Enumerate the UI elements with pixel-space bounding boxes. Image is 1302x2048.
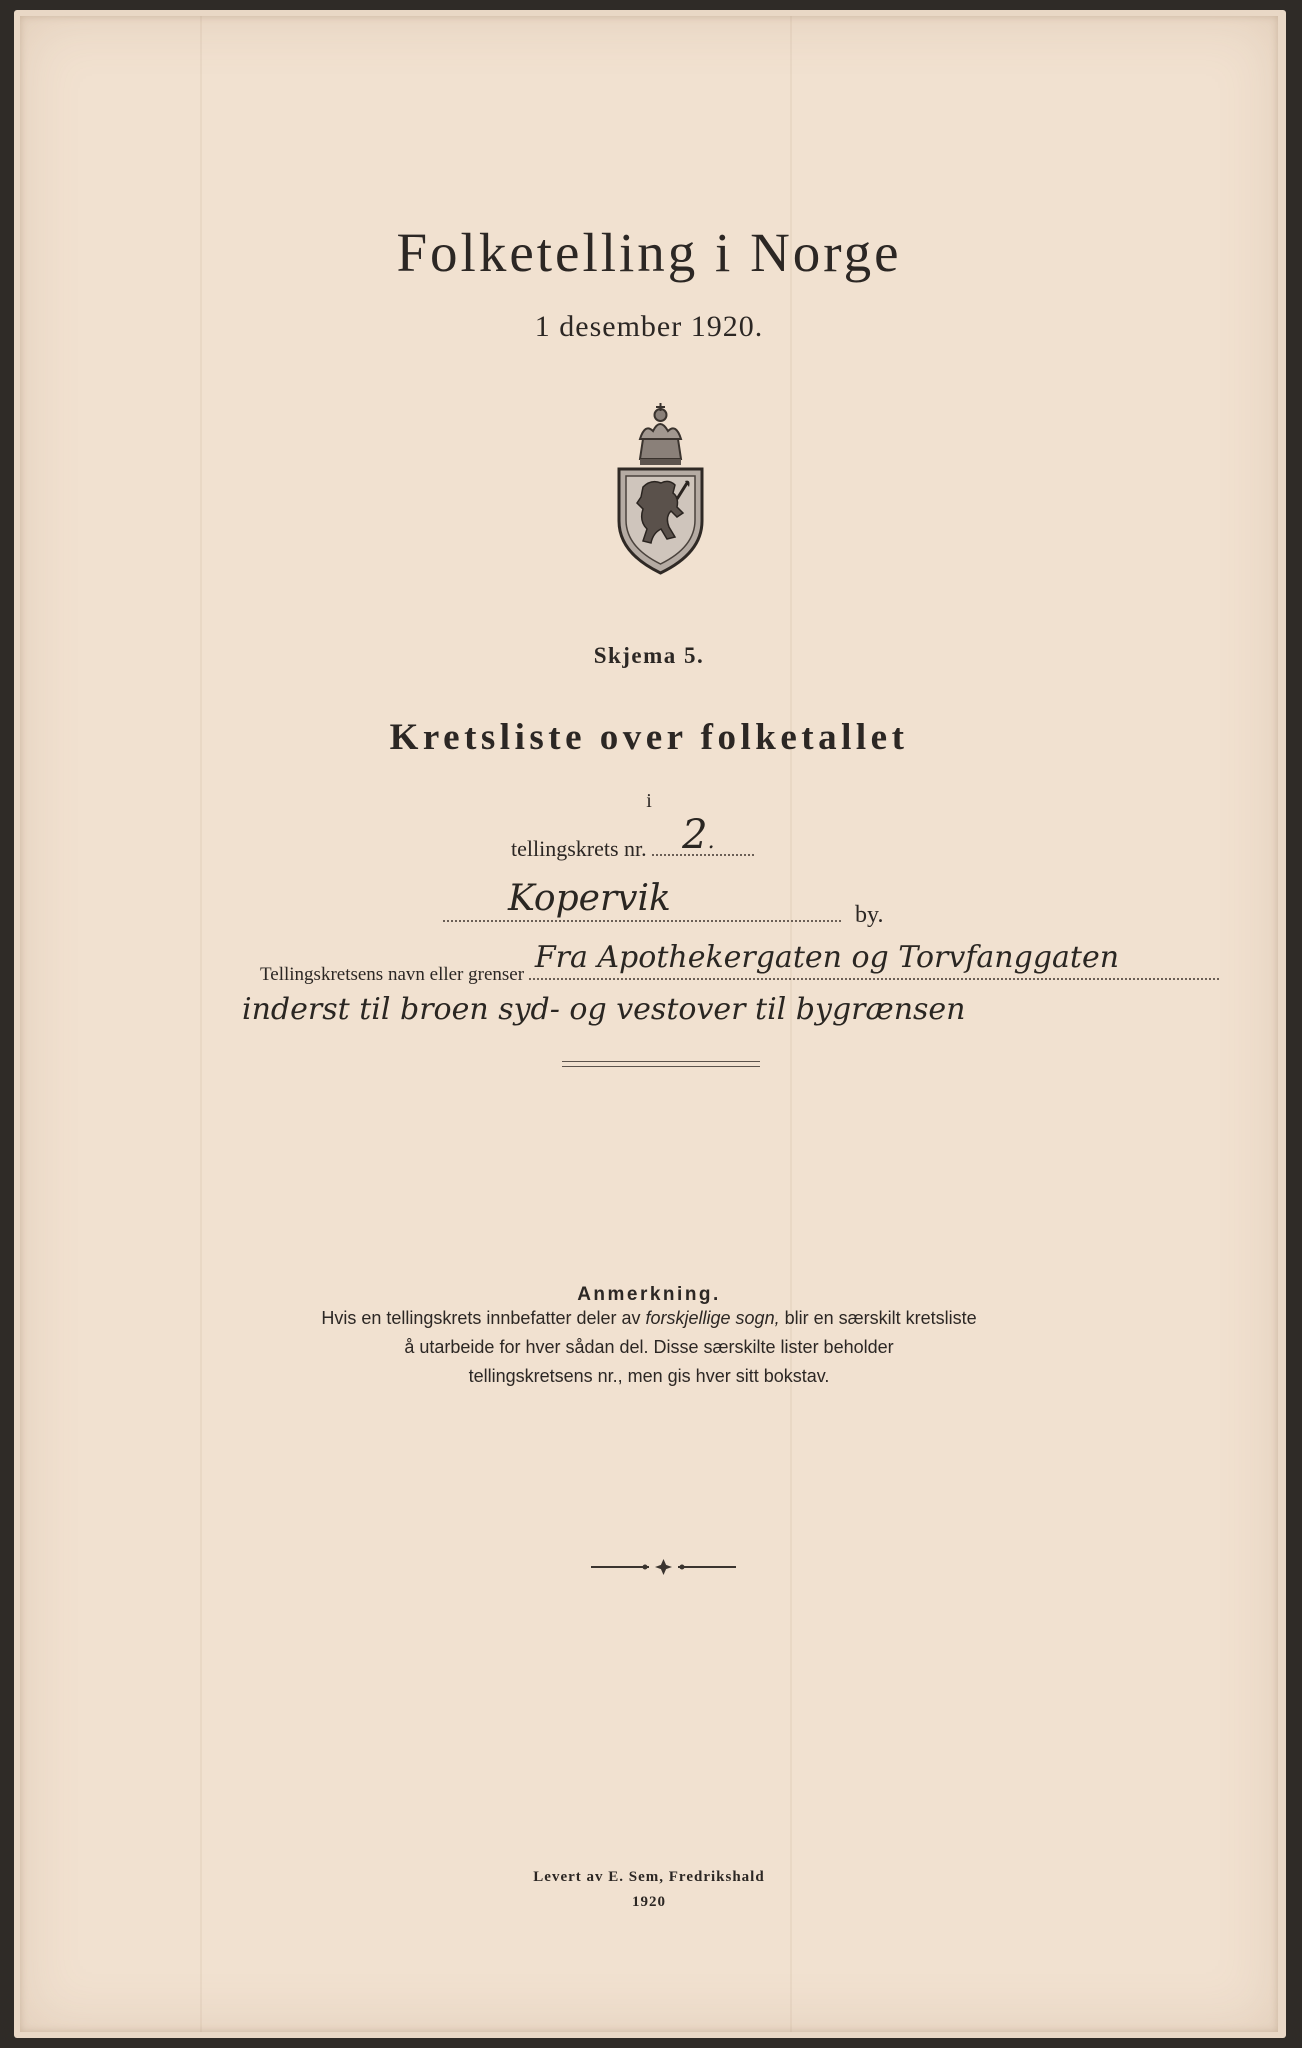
boundaries-row (260, 940, 1219, 986)
census-form-page (20, 16, 1278, 2032)
norwegian-coat-of-arms-icon (613, 403, 708, 575)
krets-number-value: 2. (682, 812, 715, 858)
krets-number-row (511, 812, 754, 862)
boundaries-label: Tellingskretsens navn eller grenser (260, 964, 525, 985)
census-date: 1 desember 1920. (534, 310, 764, 343)
divider-rule (562, 1066, 760, 1067)
schema-label: Skjema 5. (593, 643, 705, 668)
boundaries-line-1: Fra Apothekergaten og Torvfanggaten (534, 940, 1120, 975)
printer-credit: Levert av E. Sem, Fredrikshald (533, 1869, 765, 1885)
page-title: Folketelling i Norge (396, 222, 902, 283)
connector-word: i (646, 790, 652, 812)
form-heading: Kretsliste over folketallet (389, 717, 909, 758)
remark-line-1: Hvis en tellingskrets innbefatter deler av forskjellige sogn, blir en særskilt kretsliste (321, 1308, 977, 1328)
town-label: by. (855, 902, 884, 928)
krets-number-label: tellingskrets nr. (511, 836, 647, 861)
ornament-divider-icon (591, 1556, 736, 1578)
town-name-value: Kopervik (508, 878, 671, 919)
town-row (443, 878, 884, 929)
remark-line-2: å utarbeide for hver sådan del. Disse særskilte lister beholder (404, 1337, 894, 1357)
boundaries-field[interactable] (529, 940, 1219, 980)
divider-rule (562, 1061, 760, 1062)
boundaries-line-2: inderst til broen syd- og vestover til bygrænsen (242, 992, 966, 1027)
remark-line-3: tellingskretsens nr., men gis hver sitt bokstav. (468, 1366, 830, 1386)
krets-number-field[interactable] (652, 812, 754, 858)
town-field[interactable] (443, 878, 841, 922)
printer-year: 1920 (632, 1894, 666, 1910)
remark-heading: Anmerkning. (577, 1284, 721, 1305)
